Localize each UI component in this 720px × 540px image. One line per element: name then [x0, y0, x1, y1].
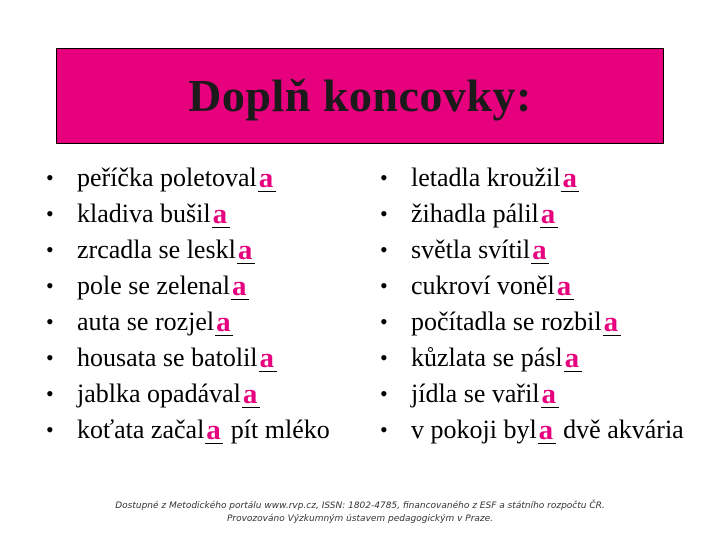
answer-blank	[541, 377, 559, 408]
item-continuation: dvě akvária	[556, 415, 684, 444]
answer-letter: a	[538, 414, 554, 446]
item-text	[411, 340, 583, 376]
item-stem: kůzlata se pásl	[411, 343, 563, 372]
item-text	[77, 340, 278, 376]
answer-letter: a	[603, 306, 619, 338]
item-text	[77, 196, 231, 232]
answer-letter: a	[564, 342, 580, 374]
item-stem: auta se rozjel	[77, 307, 215, 336]
answer-blank	[237, 233, 255, 264]
bullet-icon: •	[46, 201, 54, 226]
answer-letter: a	[216, 306, 231, 338]
bullet-icon: •	[380, 201, 388, 226]
item-text	[411, 232, 550, 268]
item-text	[77, 160, 277, 196]
page-title: Doplň koncovky:	[188, 69, 532, 121]
item-text	[411, 304, 622, 340]
bullet-icon: •	[46, 345, 54, 370]
title-banner	[56, 48, 664, 144]
item-stem: počítadla se rozbil	[411, 307, 602, 336]
item-stem: kladiva bušil	[77, 199, 211, 228]
item-text	[411, 196, 559, 232]
item-stem: světla svítil	[411, 235, 531, 264]
answer-blank	[540, 197, 558, 228]
item-stem: letadla kroužil	[411, 163, 561, 192]
answer-blank	[531, 233, 549, 264]
answer-letter: a	[562, 162, 577, 194]
bullet-icon: •	[380, 309, 388, 334]
item-stem: cukroví voněl	[411, 271, 555, 300]
item-text	[77, 268, 250, 304]
answer-blank	[259, 341, 277, 372]
item-stem: peříčka poletoval	[77, 163, 257, 192]
answer-blank	[538, 413, 556, 444]
bullet-icon: •	[46, 237, 54, 262]
bullet-icon: •	[380, 165, 388, 190]
answer-blank	[215, 305, 233, 336]
answer-letter: a	[242, 378, 258, 410]
answer-blank	[258, 161, 276, 192]
item-text	[411, 268, 575, 304]
answer-letter: a	[232, 270, 247, 302]
item-stem: v pokoji byl	[411, 415, 537, 444]
bullet-icon: •	[46, 309, 54, 334]
item-text	[77, 376, 261, 412]
bullet-icon: •	[46, 417, 54, 442]
footer-line-2: Provozováno Výzkumným ústavem pedagogickým v Praze.	[226, 514, 494, 524]
answer-blank	[564, 341, 582, 372]
answer-letter: a	[541, 378, 557, 410]
answer-blank	[242, 377, 260, 408]
item-stem: pole se zelenal	[77, 271, 231, 300]
answer-blank	[212, 197, 230, 228]
item-stem: zrcadla se leskl	[77, 235, 236, 264]
item-text	[411, 160, 580, 196]
bullet-icon: •	[46, 165, 54, 190]
item-stem: jídla se vařil	[411, 379, 540, 408]
footer	[0, 500, 720, 526]
answer-letter: a	[556, 270, 572, 302]
item-text	[77, 232, 256, 268]
item-text	[411, 376, 560, 412]
answer-blank	[561, 161, 579, 192]
answer-letter: a	[259, 342, 275, 374]
item-stem: koťata začal	[77, 415, 205, 444]
answer-blank	[603, 305, 621, 336]
item-stem: housata se batolil	[77, 343, 258, 372]
item-text	[411, 412, 684, 448]
answer-letter: a	[237, 234, 253, 266]
item-text	[77, 304, 234, 340]
item-stem: žihadla pálil	[411, 199, 539, 228]
bullet-icon: •	[46, 381, 54, 406]
bullet-icon: •	[380, 417, 388, 442]
item-stem: jablka opadával	[77, 379, 241, 408]
answer-letter: a	[212, 198, 228, 230]
answer-letter: a	[258, 162, 274, 194]
item-continuation: pít mléko	[224, 415, 330, 444]
bullet-icon: •	[46, 273, 54, 298]
answer-blank	[556, 269, 574, 300]
footer-line-1: Dostupné z Metodického portálu www.rvp.cz, ISSN: 1802-4785, financovaného z ESF a státního rozpočtu ČR.	[115, 501, 605, 511]
bullet-icon: •	[380, 345, 388, 370]
answer-letter: a	[540, 198, 556, 230]
answer-blank	[231, 269, 249, 300]
bullet-icon: •	[380, 237, 388, 262]
item-text	[77, 412, 330, 448]
answer-letter: a	[532, 234, 547, 266]
answer-letter: a	[206, 414, 221, 446]
bullet-icon: •	[380, 381, 388, 406]
answer-blank	[205, 413, 223, 444]
bullet-icon: •	[380, 273, 388, 298]
